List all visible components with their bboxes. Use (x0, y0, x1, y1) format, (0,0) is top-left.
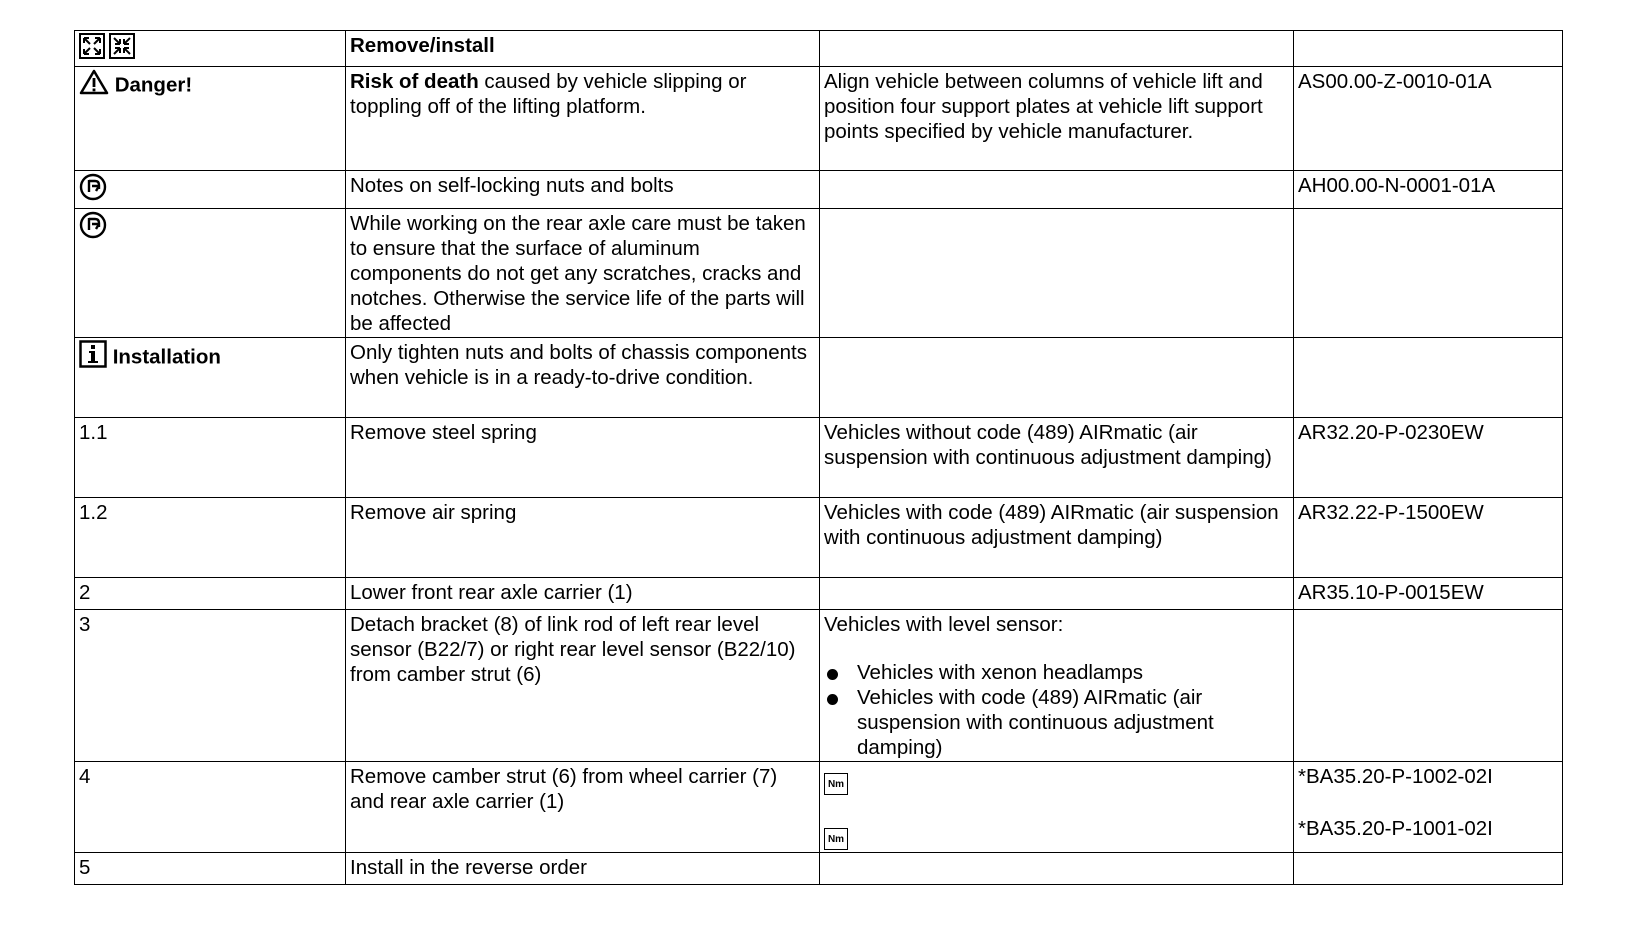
table-row (75, 418, 1563, 498)
notice-icon-cell (75, 171, 346, 209)
installation-label: Installation (112, 345, 221, 369)
step-text-cell: Install in the reverse order (346, 853, 820, 885)
danger-label-cell (75, 67, 346, 171)
step-number: 5 (75, 853, 346, 885)
step-text-cell: Remove camber strut (6) from wheel carrier (7) and rear axle carrier (1) (346, 762, 820, 853)
table-row (75, 498, 1563, 578)
header-icons-cell (75, 31, 346, 67)
reference-cell: AS00.00-Z-0010-01A (1294, 67, 1563, 171)
reference-cell: AR32.20-P-0230EW (1294, 418, 1563, 498)
table-row (75, 853, 1563, 885)
torque-reference: *BA35.20-P-1002-02I (1298, 765, 1493, 788)
procedure-table (74, 30, 1563, 885)
note-cell (820, 610, 1294, 762)
torque-nm-icon: Nm (824, 828, 848, 850)
reference-cell: AR32.22-P-1500EW (1294, 498, 1563, 578)
info-icon (79, 340, 107, 374)
table-row (75, 171, 1563, 209)
step-number: 4 (75, 762, 346, 853)
condition-list (824, 660, 1289, 760)
note-text: Vehicles with level sensor: (824, 613, 1064, 636)
table-row (75, 209, 1563, 338)
step-text: caused by vehicle slipping or toppling off of the lifting platform. (350, 70, 747, 118)
table-row (75, 762, 1563, 853)
page-title: Remove/install (346, 31, 820, 67)
table-row (75, 578, 1563, 610)
note-cell (820, 578, 1294, 610)
step-text-cell (346, 67, 820, 171)
note-cell: Vehicles with code (489) AIRmatic (air suspension with continuous adjustment damping) (820, 498, 1294, 578)
step-text-cell: Only tighten nuts and bolts of chassis components when vehicle is in a ready-to-drive condition. (346, 338, 820, 418)
step-text-cell: Remove air spring (346, 498, 820, 578)
danger-label: Danger! (114, 73, 193, 97)
step-text-cell: While working on the rear axle care must be taken to ensure that the surface of aluminum components do not get any scratches, cracks and notches. Otherwise the service life of the parts will be affected (346, 209, 820, 338)
step-number: 1.2 (75, 498, 346, 578)
empty-cell (820, 31, 1294, 67)
reference-cell (1294, 853, 1563, 885)
torque-icon-cell (820, 762, 1294, 853)
table-row (75, 610, 1563, 762)
step-text-cell: Detach bracket (8) of link rod of left rear level sensor (B22/7) or right rear level sensor (B22/10) from camber strut (6) (346, 610, 820, 762)
torque-reference: *BA35.20-P-1001-02I (1298, 817, 1493, 840)
note-cell (820, 171, 1294, 209)
table-row (75, 67, 1563, 171)
note-cell (820, 338, 1294, 418)
notice-hand-icon (79, 173, 107, 207)
torque-nm-icon: Nm (824, 773, 848, 795)
reference-cell: AR35.10-P-0015EW (1294, 578, 1563, 610)
step-text-cell: Notes on self-locking nuts and bolts (346, 171, 820, 209)
list-item: Vehicles with code (489) AIRmatic (air suspension with continuous adjustment damping) (824, 685, 1289, 760)
table-row (75, 31, 1563, 67)
note-cell: Align vehicle between columns of vehicle lift and position four support plates at vehicle lift support points specified by vehicle manufacturer. (820, 67, 1294, 171)
table-row (75, 338, 1563, 418)
list-item: Vehicles with xenon headlamps (824, 660, 1289, 685)
step-number: 1.1 (75, 418, 346, 498)
note-cell (820, 209, 1294, 338)
step-text-cell: Remove steel spring (346, 418, 820, 498)
installation-label-cell (75, 338, 346, 418)
empty-cell (1294, 31, 1563, 67)
reference-cell (1294, 762, 1563, 853)
risk-bold-text: Risk of death (350, 70, 479, 93)
notice-icon-cell (75, 209, 346, 338)
remove-install-icon (79, 33, 135, 65)
step-text-cell: Lower front rear axle carrier (1) (346, 578, 820, 610)
warning-triangle-icon (79, 69, 109, 101)
step-number: 2 (75, 578, 346, 610)
step-number: 3 (75, 610, 346, 762)
reference-cell (1294, 610, 1563, 762)
note-cell: Vehicles without code (489) AIRmatic (air suspension with continuous adjustment damping) (820, 418, 1294, 498)
reference-cell: AH00.00-N-0001-01A (1294, 171, 1563, 209)
note-cell (820, 853, 1294, 885)
reference-cell (1294, 338, 1563, 418)
notice-hand-icon (79, 211, 107, 245)
reference-cell (1294, 209, 1563, 338)
